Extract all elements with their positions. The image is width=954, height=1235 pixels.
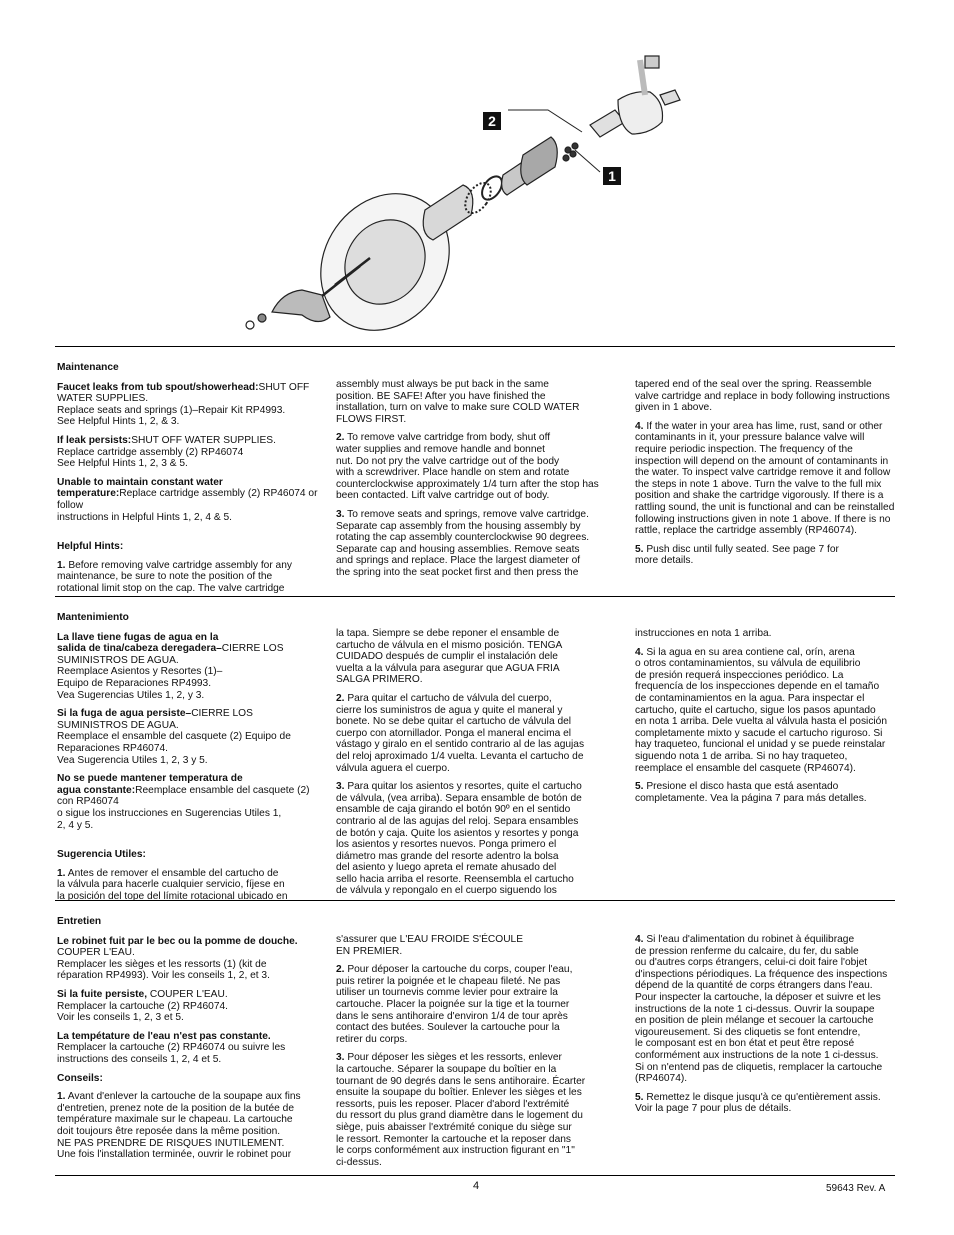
paragraph — [336, 509, 618, 579]
es-col-1 — [57, 612, 319, 909]
paragraph-bold: No se puede mantener temperatura de agua constante: — [57, 773, 243, 796]
paragraph — [635, 781, 917, 804]
paragraph-text: Para quitar los asientos y resortes, quite el cartucho de válvula, (vea arriba). Separa ensamble de botón de ensamble de caja girando el botón 90º en el sentido contrario al de las agujas del reloj. Separa ensambles de botón y caja. Quite los asientos y resortes y ponga los asientos y resortes nuevos. Ponga primero el diámetro mas grande del resorte adentro la bolsa del asiento y luego apreta el remate ahusado del sello hacia arriba el resorte. Reensembla el cartucho de válvula y repongalo en el cuerpo siguendo los — [336, 781, 582, 897]
paragraph-bold: 3. — [336, 1052, 345, 1064]
paragraph-text: Si la agua en su area contiene cal, orín, arena o otros contaminamientos, su válvula de equilibrio de presión requerá inspecciones periódico. La frequencía de los inspecciones depende en el tamaño de contaminamientos en la agua. Para inspectar el cartucho, quite el cartucho, sigue los pasos apuntado en nota 1 arriba. Dele vuelta al válvula hasta el posición completamente mixto y sacude el cartucho riguroso. Si hay traqueteo, funcional el unidad y se puede reinstalar siguendo nota 1 de arriba. Si no hay traqueteo, reemplace el ensamble del casquete (RP46074). — [635, 646, 888, 774]
paragraph-bold: 1. — [57, 1091, 66, 1103]
paragraph — [57, 1031, 319, 1066]
paragraph-bold: 1. — [57, 559, 66, 571]
paragraph — [635, 379, 917, 414]
paragraph — [57, 541, 319, 553]
paragraph-text: Push disc until fully seated. See page 7 for more details. — [635, 543, 839, 567]
es-col-2 — [336, 628, 618, 904]
paragraph-text: Si l'eau d'alimentation du robinet à équilibrage de pression renferme du calcaire, du fer, du sable ou d'autres corps étrangers, celui-ci doit faire l'objet d'inspections périodiques. La fréquence des inspections dépend de la quantité de corps étrangers dans l'eau. Pour inspecter la cartouche, la déposer et suivre et les instructions de la note 1 ci-dessus. Ouvrir la soupape en position de plein mélange et secouer la cartouche vigoureusement. Si des cliquetis se font entendre, le composant est en bon état et peut être reposé conformément aux instructions de la note 1 ci-dessus. Si on n'entend pas de cliquetis, remplacer la cartouche (RP46074). — [635, 934, 888, 1085]
paragraph — [57, 435, 319, 470]
paragraph — [57, 849, 319, 861]
paragraph-text: Pour déposer la cartouche du corps, couper l'eau, puis retirer la poignée et le chapeau fileté. Ne pas utiliser un tournevis comme levier pour extraire la cartouche. Placer la poignée sur la tige et la tourner dans le sens antihoraire d'environ 1/4 de tour après contact des butées. Soulever la cartouche pour la retirer du corps. — [336, 964, 573, 1045]
paragraph — [336, 379, 618, 425]
paragraph — [57, 773, 319, 831]
callout-1: 1 — [603, 167, 621, 185]
divider — [55, 346, 895, 347]
paragraph — [57, 1091, 319, 1161]
fr-heading: Entretien — [57, 916, 102, 927]
paragraph — [336, 1052, 618, 1168]
callout-2: 2 — [483, 112, 501, 130]
paragraph-bold: 2. — [336, 432, 345, 444]
paragraph — [635, 1092, 917, 1115]
paragraph — [336, 781, 618, 897]
paragraph — [635, 421, 917, 537]
paragraph — [57, 936, 319, 982]
paragraph-bold: Unable to maintain constant water temperature: — [57, 476, 223, 500]
paragraph-text: If the water in your area has lime, rust, sand or other contaminants in it, your pressure balance valve will require periodic inspection. The frequency of the inspection will depend on the amount of contaminants in the water. To inspect valve cartridge remove it and follow the steps in note 1 above. Turn the valve to the full mix position and shake the cartridge vigorously. If there is a rattling sound, the unit is functional and can be reinstalled following instructions given in note 1 above. If there is no rattle, replace the cartridge assembly (RP46074). — [635, 420, 895, 537]
paragraph-bold: 3. — [336, 508, 345, 520]
paragraph — [336, 964, 618, 1045]
paragraph-text: Presione el disco hasta que está asentado completamente. Vea la página 7 para más detalles. — [635, 781, 867, 804]
paragraph-bold: 4. — [635, 420, 644, 432]
paragraph — [57, 708, 319, 766]
paragraph-bold: 3. — [336, 781, 345, 793]
paragraph-bold: Si la fuga de agua persiste– — [57, 708, 192, 720]
divider — [55, 596, 895, 597]
paragraph-text: Pour déposer les sièges et les ressorts, enlever la cartouche. Séparer la soupape du boîtier en la tournant de 90 degrés dans le sens antihoraire. Écarter ensuite la soupape du boîtier. Enlever les sièges et les ressorts, puis les reposer. Placer d'abord l'extrémité du ressort du plus grand diamètre dans le logement du siège, puis abaisser l'extrémité conique du siège sur le ressort. Remonter la cartouche et la reposer dans le corps conformément aux instruction figurant en "1" ci-dessus. — [336, 1052, 586, 1168]
paragraph-text: Before removing valve cartridge assembly for any maintenance, be sure to note the position of the rotational limit stop on the cap. The valve cartridge — [57, 559, 292, 594]
sleeve — [423, 185, 473, 240]
paragraph — [57, 382, 319, 428]
fr-col-2 — [336, 934, 618, 1175]
doc-number: 59643 Rev. A — [826, 1183, 886, 1194]
paragraph-bold: 4. — [635, 934, 644, 945]
paragraph — [57, 530, 319, 534]
paragraph-bold: 2. — [336, 692, 345, 704]
paragraph — [635, 628, 917, 640]
paragraph — [336, 693, 618, 774]
paragraph-bold: Si la fuite persiste, — [57, 988, 148, 1000]
paragraph-text: Remettez le disque jusqu'à ce qu'entièrement assis. Voir la page 7 pour plus de détails. — [635, 1091, 881, 1115]
paragraph-text: SHUT OFF WATER SUPPLIES. Replace cartridge assembly (2) RP46074 See Helpful Hints 1, 2, 3 & 5. — [57, 434, 276, 470]
paragraph-text: SHUT OFF WATER SUPPLIES. Replace seats and springs (1)–Repair Kit RP4993. See Helpful Hints 1, 2, & 3. — [57, 381, 310, 428]
exploded-parts-diagram — [0, 0, 954, 345]
paragraph-bold: Helpful Hints: — [57, 541, 124, 553]
paragraph-text: CIERRE LOS SUMINISTROS DE AGUA. Reemplace el ensamble del casquete (2) Equipo de Reparaciones RP46074. Vea Sugerencia Utiles 1, 2, 3 y 5. — [57, 708, 291, 766]
divider — [55, 900, 895, 901]
paragraph — [635, 647, 917, 775]
paragraph — [635, 934, 917, 1085]
paragraph-text: COUPER L'EAU. Remplacer la cartouche (2) RP46074. Voir les conseils 1, 2, 3 et 5. — [57, 988, 229, 1024]
paragraph — [57, 560, 319, 595]
paragraph-text: assembly must always be put back in the same position. BE SAFE! After you have finished the installation, turn on valve to make sure COLD WATER FLOWS FIRST. — [336, 379, 580, 425]
paragraph-bold: 4. — [635, 646, 644, 658]
paragraph — [57, 989, 319, 1024]
paragraph-text: COUPER L'EAU. Remplacer les sièges et les ressorts (1) (kit de réparation RP4993). Voir les conseils 1, 2, et 3. — [57, 947, 270, 982]
paragraph-text: To remove seats and springs, remove valve cartridge. Separate cap assembly from the housing assembly by rotating the cap assembly counterclockwise 90 degrees. Separate cap and housing assemblies. Remove seats and springs and replace. Place the largest diameter of the spring into the seat pocket first and then press the — [336, 508, 590, 578]
paragraph-text: To remove valve cartridge from body, shut off water supplies and remove handle and bonnet nut. Do not pry the valve cartridge out of the body with a screwdriver. Place handle on stem and rotate counterclockwise approximately 1/4 turn after the stop has been contacted. Lift valve cartridge out of body. — [336, 432, 599, 502]
es-heading: Mantenimiento — [57, 612, 129, 623]
valve-cartridge — [521, 137, 558, 185]
paragraph-text: instrucciones en nota 1 arriba. — [635, 628, 772, 639]
paragraph-text: s'assurer que L'EAU FROIDE S'ÉCOULE EN PREMIER. — [336, 934, 524, 957]
paragraph-bold: 2. — [336, 964, 345, 976]
paragraph — [57, 1073, 319, 1085]
paragraph — [635, 544, 917, 567]
paragraph — [336, 934, 618, 957]
paragraph-text: Replace cartridge assembly (2) RP46074 or follow instructions in Helpful Hints 1, 2, 4 & 5. — [57, 488, 318, 523]
paragraph-bold: Sugerencia Utiles: — [57, 849, 146, 861]
paragraph-bold: 5. — [635, 781, 644, 793]
paragraph-text: Reemplace ensamble del casquete (2) con RP46074 o sigue los instrucciones en Sugerencias Utiles 1, 2, 4 y 5. — [57, 784, 310, 831]
paragraph — [336, 432, 618, 502]
paragraph-bold: If leak persists: — [57, 434, 132, 446]
en-col-2 — [336, 379, 618, 586]
paragraph-text: Remplacer la cartouche (2) RP46074 ou suivre les instructions des conseils 1, 2, 4 et 5. — [57, 1042, 286, 1065]
en-col-3 — [635, 379, 917, 574]
en-col-1 — [57, 362, 319, 602]
paragraph-bold: 1. — [57, 867, 66, 879]
es-col-3 — [635, 628, 917, 811]
divider — [55, 1175, 895, 1176]
paragraph-bold: Conseils: — [57, 1072, 103, 1084]
paragraph — [57, 632, 319, 702]
paragraph-text: Antes de remover el ensamble del cartucho de la válvula para hacerle cualquier servicio, fíjese en la posición del tope del límite rotacional ubicado en — [57, 867, 288, 902]
en-heading: Maintenance — [57, 362, 119, 373]
lever-handle — [272, 290, 330, 322]
paragraph — [57, 868, 319, 903]
paragraph-text: tapered end of the seal over the spring. Reassemble valve cartridge and replace in body following instructions given in 1 above. — [635, 379, 890, 414]
paragraph-bold: Faucet leaks from tub spout/showerhead: — [57, 381, 259, 393]
page-number: 4 — [473, 1180, 480, 1192]
fr-col-3 — [635, 934, 917, 1122]
paragraph-bold: La tempétature de l'eau n'est pas constante. — [57, 1030, 271, 1042]
paragraph-text: Avant d'enlever la cartouche de la soupape aux fins d'entretien, prenez note de la position de la butée de température maximale sur le chapeau. La cartouche doit toujours être reposée dans la même position. NE PAS PRENDRE DE RISQUES INUTILEMENT. Une fois l'installation terminée, ouvrir le robinet pour — [57, 1091, 301, 1161]
paragraph-text: Para quitar el cartucho de válvula del cuerpo, cierre los suministros de agua y quite el maneral y bonete. No se debe quitar el cartucho de válvula del cuerpo con atornillador. Ponga el maneral encima el vástago y giralo en el sentido contrario al de las agujas del reloj aproximado 1/4 vuelta. Levanta el cartucho de válvula aguera el cuerpo. — [336, 692, 585, 774]
fr-col-1 — [57, 916, 319, 1168]
paragraph-text: la tapa. Siempre se debe reponer el ensamble de cartucho de válvula en el mismo posición. TENGA CUIDADO después de cumplir el instalación dele vuelta a la válvula para asegurar que AGUA FRIA SALGA PRIMERO. — [336, 628, 563, 686]
paragraph-bold: La llave tiene fugas de agua en la salida de tina/cabeza deregadera– — [57, 631, 222, 655]
paragraph-bold: 5. — [635, 1091, 644, 1103]
paragraph-bold: 5. — [635, 543, 644, 555]
paragraph — [57, 477, 319, 523]
paragraph — [57, 838, 319, 842]
paragraph-bold: Le robinet fuit par le bec ou la pomme de douche. — [57, 935, 298, 947]
paragraph — [336, 628, 618, 686]
paragraph-text: CIERRE LOS SUMINISTROS DE AGUA. Reemplace Asientos y Resortes (1)– Equipo de Reparaciones RP4993. Vea Sugerencias Utiles 1, 2, y 3. — [57, 643, 284, 701]
